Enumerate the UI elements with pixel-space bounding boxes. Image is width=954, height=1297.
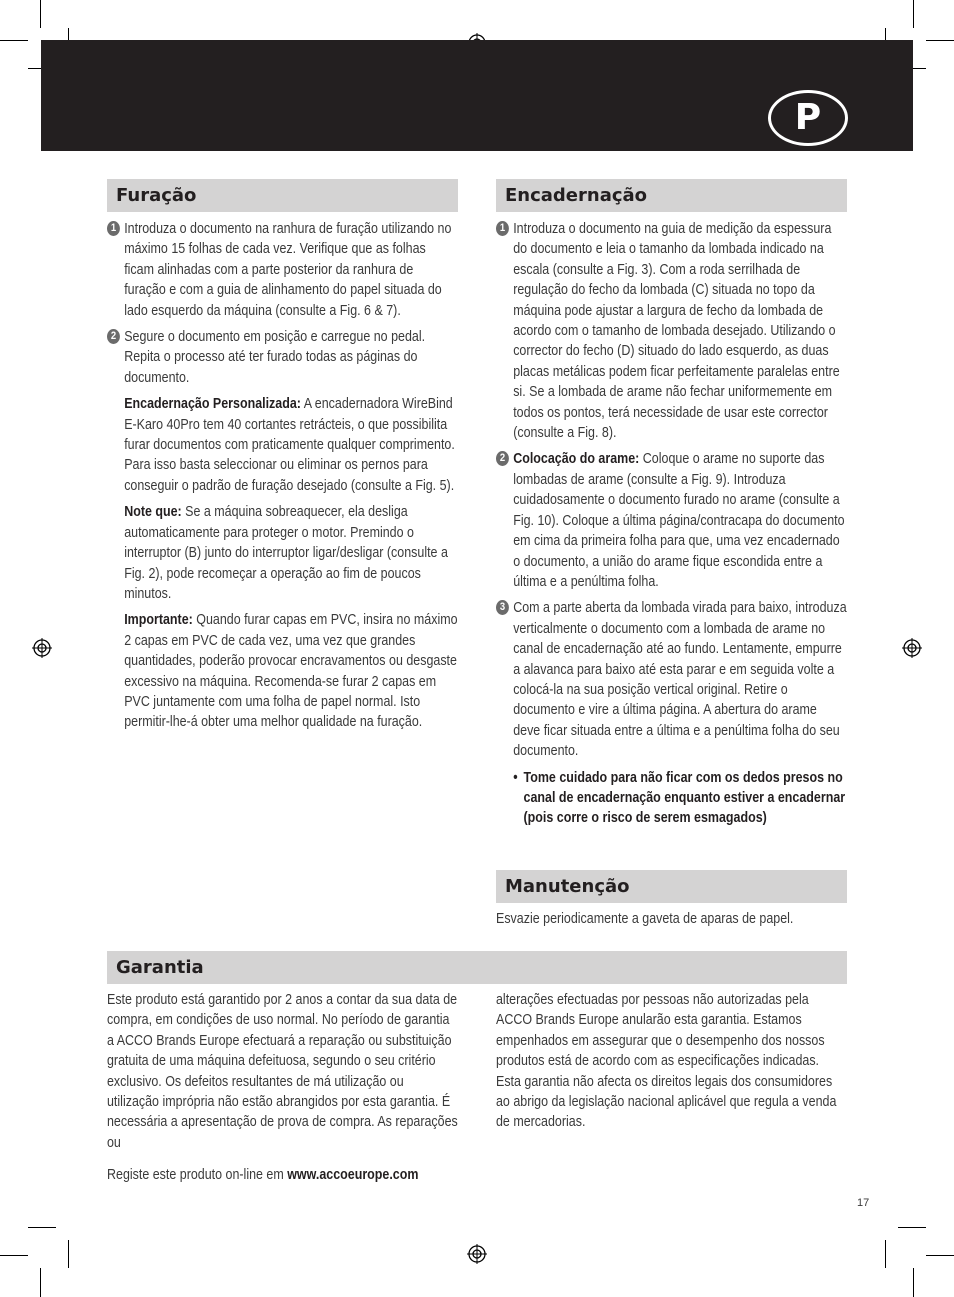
crop-mark bbox=[28, 1227, 56, 1228]
step-number-icon: 1 bbox=[107, 221, 120, 236]
crop-mark bbox=[898, 1227, 926, 1228]
crop-mark bbox=[885, 1240, 886, 1268]
step-text: Coloque o arame no suporte das lombadas de arame (consulte a Fig. 9). Introduza cuidadosamente o documento furado no arame (consulte a Fig. 10). Coloque a última página/contracapa do documento em cima da primeira folha para que, uma vez encadernado o documento, a união do arame fique escondida entre a última e a penúltima folha. bbox=[513, 451, 845, 590]
garantia-text-1: Este produto está garantido por 2 anos a contar da sua data de compra, em condições de uso normal. No período de garantia a ACCO Brands Europe efectuará a reparação ou substituição gratuita de uma máquina defeituosa, segundo o seu critério exclusivo. Os defeitos resultantes de má utilização ou utilização imprópria não estão abrangidos por esta garantia. É necessária a apresentação de prova de compra. As reparações ou bbox=[107, 992, 458, 1151]
step-number-icon: 2 bbox=[107, 329, 120, 344]
step-number-icon: 3 bbox=[496, 600, 509, 615]
step-item bbox=[496, 219, 847, 443]
register-text: Registe este produto on-line em bbox=[107, 1167, 288, 1183]
section-title-furacao: Furação bbox=[107, 179, 458, 212]
bullet-icon: • bbox=[513, 769, 518, 786]
manutencao-content bbox=[496, 909, 847, 929]
step-text: Introduza o documento na guia de medição da espessura do documento e leia o tamanho da lombada indicado na escala (consulte a Fig. 3). Com a roda serrilhada de regulação do fecho da lombada (C) situada no topo da máquina pode ajustar a largura de fecho da lombada de acordo com o tamanho de lombada desejado. Utilizando o corrector do fecho (D) situado do lado esquerdo, as duas placas metálicas podem ficar perfeitamente paralelas entre si. Se a lombada de arame não fechar uniformemente em todos os pontos, terá necessidade de usar este corrector (consulte a Fig. 8). bbox=[513, 221, 840, 442]
note-text: Se a máquina sobreaquecer, ela desliga automaticamente para proteger o motor. Premindo o interruptor (B) junto do interruptor ligar/desligar (consulte a Fig. 2), pode recomeçar a operação ao fim de poucos minutos. bbox=[124, 504, 448, 602]
step-text: Segure o documento em posição e carregue no pedal. Repita o processo até ter furado todas as páginas do documento. bbox=[124, 329, 426, 386]
crop-mark bbox=[0, 1255, 28, 1256]
custom-binding-paragraph bbox=[107, 394, 458, 496]
crop-mark bbox=[40, 1268, 41, 1297]
warning-bullet bbox=[496, 768, 847, 829]
crop-mark bbox=[40, 0, 41, 28]
section-title-garantia: Garantia bbox=[107, 951, 847, 984]
custom-binding-text: A encadernadora WireBind E-Karo 40Pro tem 40 cortantes retrácteis, o que possibilita furar documentos com praticamente qualquer comprimento. Para isso basta seleccionar ou eliminar os pernos para conseguir o padrão de furação desejado (consulte a Fig. 5). bbox=[124, 396, 455, 494]
step-number-icon: 2 bbox=[496, 451, 509, 466]
step-text: Com a parte aberta da lombada virada para baixo, introduza verticalmente o documento com a lombada de arame no canal de encadernação até ao fundo. Lentamente, empurre a alavanca para baixo até esta parar e em seguida volte a colocá-la na sua posição vertical original. Retire o documento e vire a última página. A abertura do arame deve ficar situada entre a última e a penúltima folha do seu documento. bbox=[513, 600, 847, 760]
crop-mark bbox=[68, 1240, 69, 1268]
registration-mark-icon bbox=[902, 638, 922, 658]
crop-mark bbox=[0, 40, 28, 41]
step-item bbox=[496, 449, 847, 592]
step-text: Introduza o documento na ranhura de furação utilizando no máximo 15 folhas de cada vez. Verifique que as folhas ficam alinhadas com a parte posterior da ranhura de furação e com a guia de alinhamento do papel situada do lado esquerdo da máquina (consulte a Fig. 6 & 7). bbox=[124, 221, 452, 319]
language-badge: P bbox=[768, 90, 848, 146]
step-item bbox=[107, 327, 458, 388]
note-label: Note que: bbox=[124, 504, 182, 521]
registration-mark-icon bbox=[467, 1244, 487, 1264]
step-number-icon: 1 bbox=[496, 221, 509, 236]
important-text: Quando furar capas em PVC, insira no máximo 2 capas em PVC de cada vez, uma vez que grandes quantidades, poderão provocar encravamentos ou desgaste excessivo na máquina. Recomenda-se furar 2 capas em PVC juntamente com uma folha de papel normal. Isto permitir-lhe-á obter uma melhor qualidade na furação. bbox=[124, 612, 458, 731]
section-title-manutencao: Manutenção bbox=[496, 870, 847, 903]
important-paragraph bbox=[107, 610, 458, 732]
crop-mark bbox=[926, 40, 954, 41]
crop-mark bbox=[913, 0, 914, 28]
page-number: 17 bbox=[857, 1197, 870, 1209]
encadernacao-content bbox=[496, 219, 847, 829]
garantia-text-2: alterações efectuadas por pessoas não autorizadas pela ACCO Brands Europe anularão esta garantia. Estamos empenhados em assegurar que o desempenho dos nossos produtos está de acordo com as especificações indicadas. Esta garantia não afecta os direitos legais dos consumidores ao abrigo da legislação nacional aplicável que regula a venda de mercadorias. bbox=[496, 992, 837, 1131]
crop-mark bbox=[926, 1255, 954, 1256]
step-item bbox=[107, 219, 458, 321]
furacao-content bbox=[107, 219, 458, 739]
step-item bbox=[496, 598, 847, 761]
garantia-col-2 bbox=[496, 990, 847, 1133]
garantia-col-1 bbox=[107, 990, 458, 1153]
crop-mark bbox=[913, 1268, 914, 1297]
register-line bbox=[107, 1165, 467, 1185]
warning-text: Tome cuidado para não ficar com os dedos presos no canal de encadernação enquanto estiver a encadernar (pois corre o risco de serem esmagados) bbox=[523, 769, 846, 827]
section-title-encadernacao: Encadernação bbox=[496, 179, 847, 212]
custom-binding-label: Encadernação Personalizada: bbox=[124, 396, 301, 413]
note-paragraph bbox=[107, 502, 458, 604]
important-label: Importante: bbox=[124, 612, 193, 629]
register-link[interactable]: www.accoeurope.com bbox=[287, 1167, 419, 1183]
registration-mark-icon bbox=[32, 638, 52, 658]
manutencao-text: Esvazie periodicamente a gaveta de aparas de papel. bbox=[496, 911, 794, 927]
wire-placement-label: Colocação do arame: bbox=[513, 451, 640, 468]
